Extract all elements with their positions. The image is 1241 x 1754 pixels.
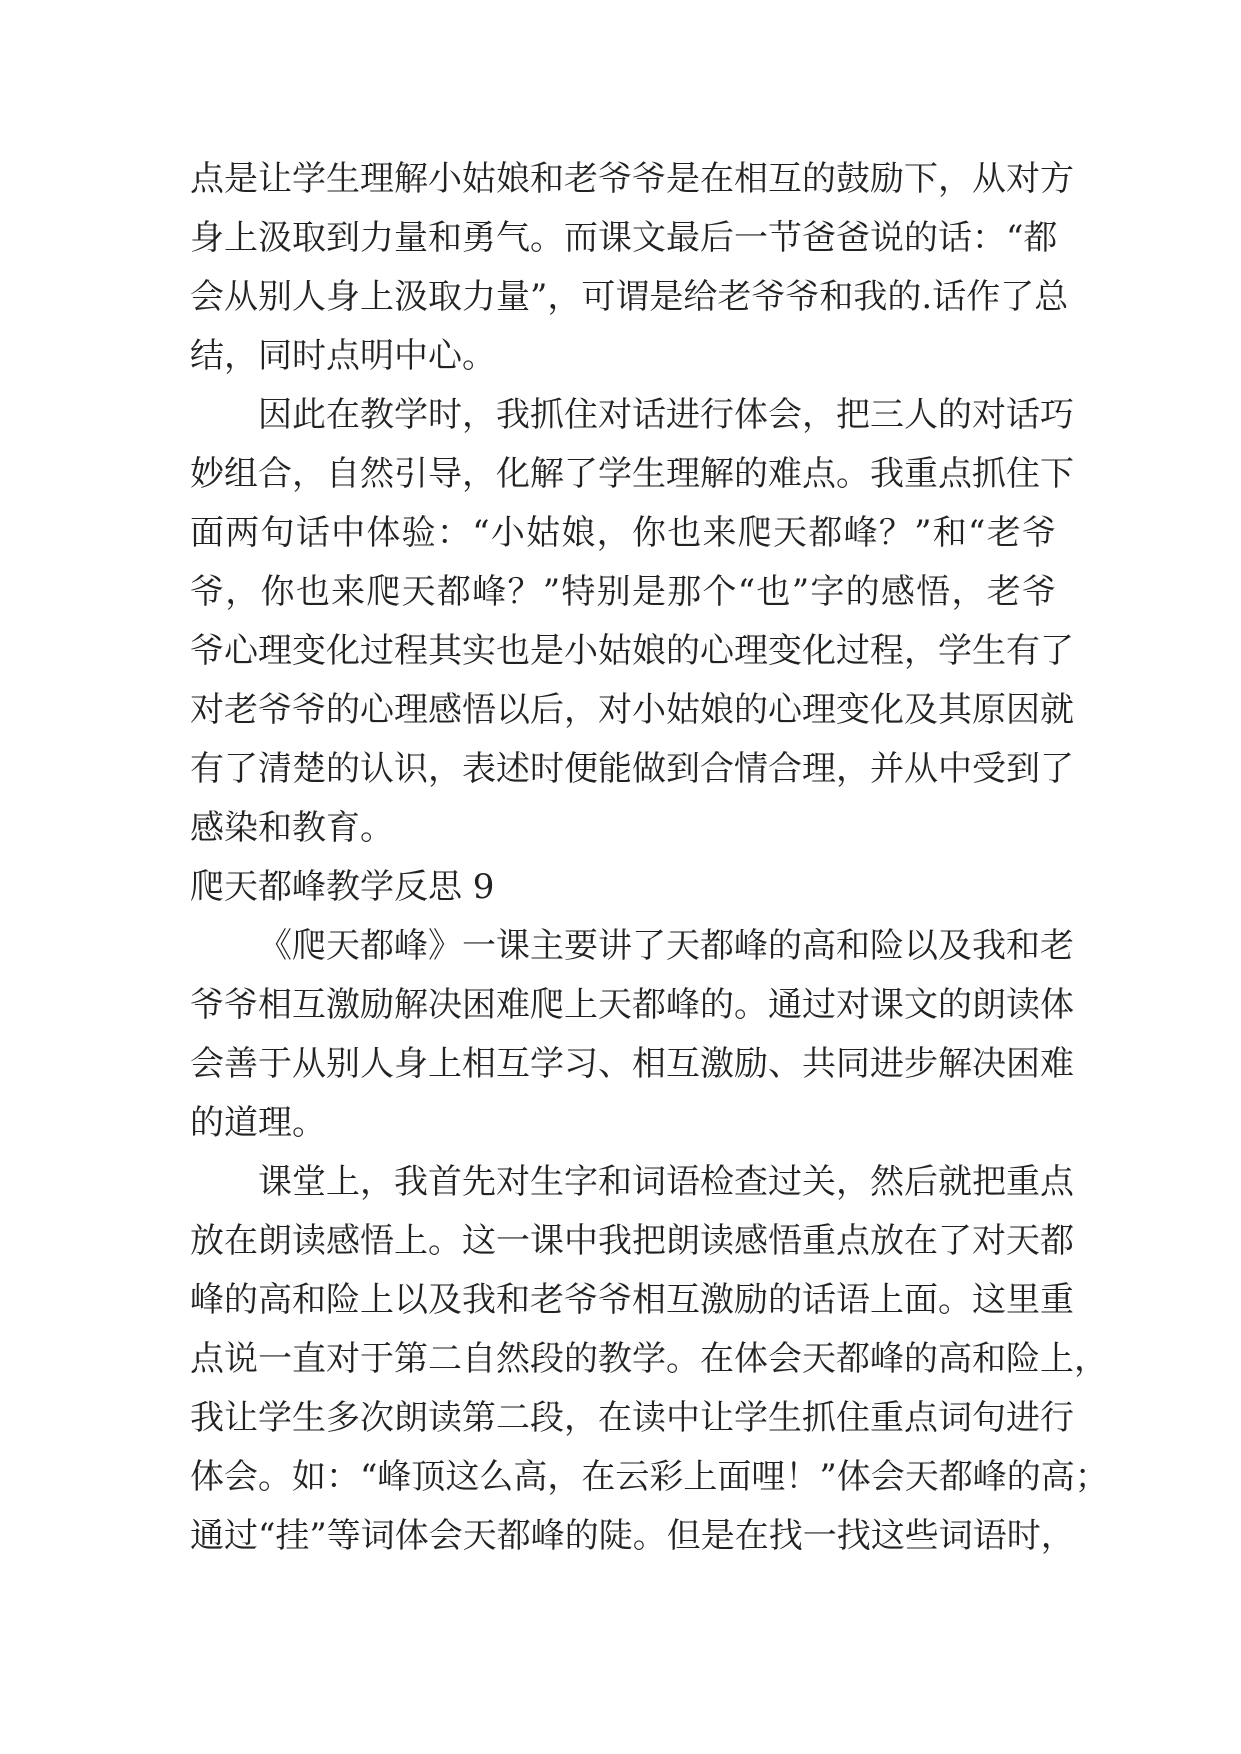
text-line: 爷心理变化过程其实也是小姑娘的心理变化过程，学生有了 [190,631,1074,671]
text-line: 的道理。 [190,1103,326,1143]
text-line: 《爬天都峰》一课主要讲了天都峰的高和险以及我和老 [258,926,1074,966]
text-line: 点是让学生理解小姑娘和老爷爷是在相互的鼓励下，从对方 [190,159,1074,199]
text-line: 峰的高和险上以及我和老爷爷相互激励的话语上面。这里重 [190,1280,1074,1320]
paragraph-4 [190,1153,1109,1566]
text-line: 会从别人身上汲取力量”，可谓是给老爷爷和我的.话作了总 [190,277,1069,317]
text-line: 点说一直对于第二自然段的教学。在体会天都峰的高和险上， [190,1339,1108,1379]
text-line: 妙组合，自然引导，化解了学生理解的难点。我重点抓住下 [190,454,1074,494]
paragraph-3 [190,917,1074,1153]
text-line: 放在朗读感悟上。这一课中我把朗读感悟重点放在了对天都 [190,1221,1074,1261]
text-line: 对老爷爷的心理感悟以后，对小姑娘的心理变化及其原因就 [190,690,1074,730]
text-line: 因此在教学时，我抓住对话进行体会，把三人的对话巧 [258,395,1074,435]
text-line: 身上汲取到力量和勇气。而课文最后一节爸爸说的话：“都 [190,218,1058,258]
text-line: 结，同时点明中心。 [190,336,496,376]
text-line: 爷，你也来爬天都峰？”特别是那个“也”字的感悟，老爷 [190,572,1056,612]
text-line: 我让学生多次朗读第二段，在读中让学生抓住重点词句进行 [190,1398,1074,1438]
paragraph-1 [190,150,1074,386]
text-line: 会善于从别人身上相互学习、相互激励、共同进步解决困难 [190,1044,1074,1084]
text-line: 课堂上，我首先对生字和词语检查过关，然后就把重点 [258,1162,1074,1202]
paragraph-2 [190,386,1074,858]
text-line: 感染和教育。 [190,808,394,848]
section-heading: 爬天都峰教学反思 9 [190,867,495,907]
text-line: 爷爷相互激励解决困难爬上天都峰的。通过对课文的朗读体 [190,985,1074,1025]
text-line: 体会。如：“峰顶这么高，在云彩上面哩！”体会天都峰的高； [190,1457,1109,1497]
document-page [190,150,1109,1566]
text-line: 通过“挂”等词体会天都峰的陡。但是在找一找这些词语时， [190,1516,1075,1556]
text-line: 有了清楚的认识，表述时便能做到合情合理，并从中受到了 [190,749,1074,789]
text-line: 面两句话中体验：“小姑娘，你也来爬天都峰？”和“老爷 [190,513,1056,553]
